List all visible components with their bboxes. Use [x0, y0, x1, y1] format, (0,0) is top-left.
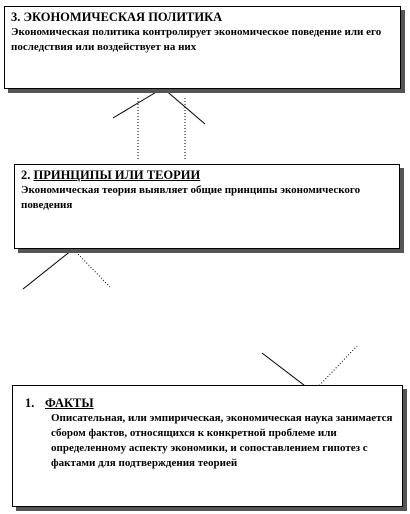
arrowhead-stroke-left-lower [23, 250, 72, 289]
principles-text: Экономическая теория выявляет общие принципы экономического поведения [21, 184, 361, 211]
principles-box [14, 164, 400, 249]
economic-policy-text: Экономическая политика контролирует экономическое поведение или его последствия или воздействует на них [11, 26, 382, 53]
facts-text: Описательная, или эмпирическая, экономическая наука занимается сбором фактов, относящихся к конкретной проблеме или определенному аспекту экономики, и сопоставлением гипотез с фактами для подтверждения теорией [51, 412, 393, 469]
economic-policy-box [4, 6, 401, 89]
arrowhead-stroke-right [163, 88, 205, 124]
facts-title: ФАКТЫ [45, 396, 94, 410]
principles-number: 2. [21, 168, 31, 182]
facts-number: 1. [25, 396, 35, 410]
economic-policy-title: 3. ЭКОНОМИЧЕСКАЯ ПОЛИТИКА [11, 10, 223, 24]
principles-title: ПРИНЦИПЫ ИЛИ ТЕОРИИ [33, 168, 201, 182]
principles-heading [21, 168, 393, 183]
facts-heading [19, 396, 396, 411]
facts-box [12, 385, 403, 507]
dotted-connector-diagonal-left [76, 252, 110, 287]
